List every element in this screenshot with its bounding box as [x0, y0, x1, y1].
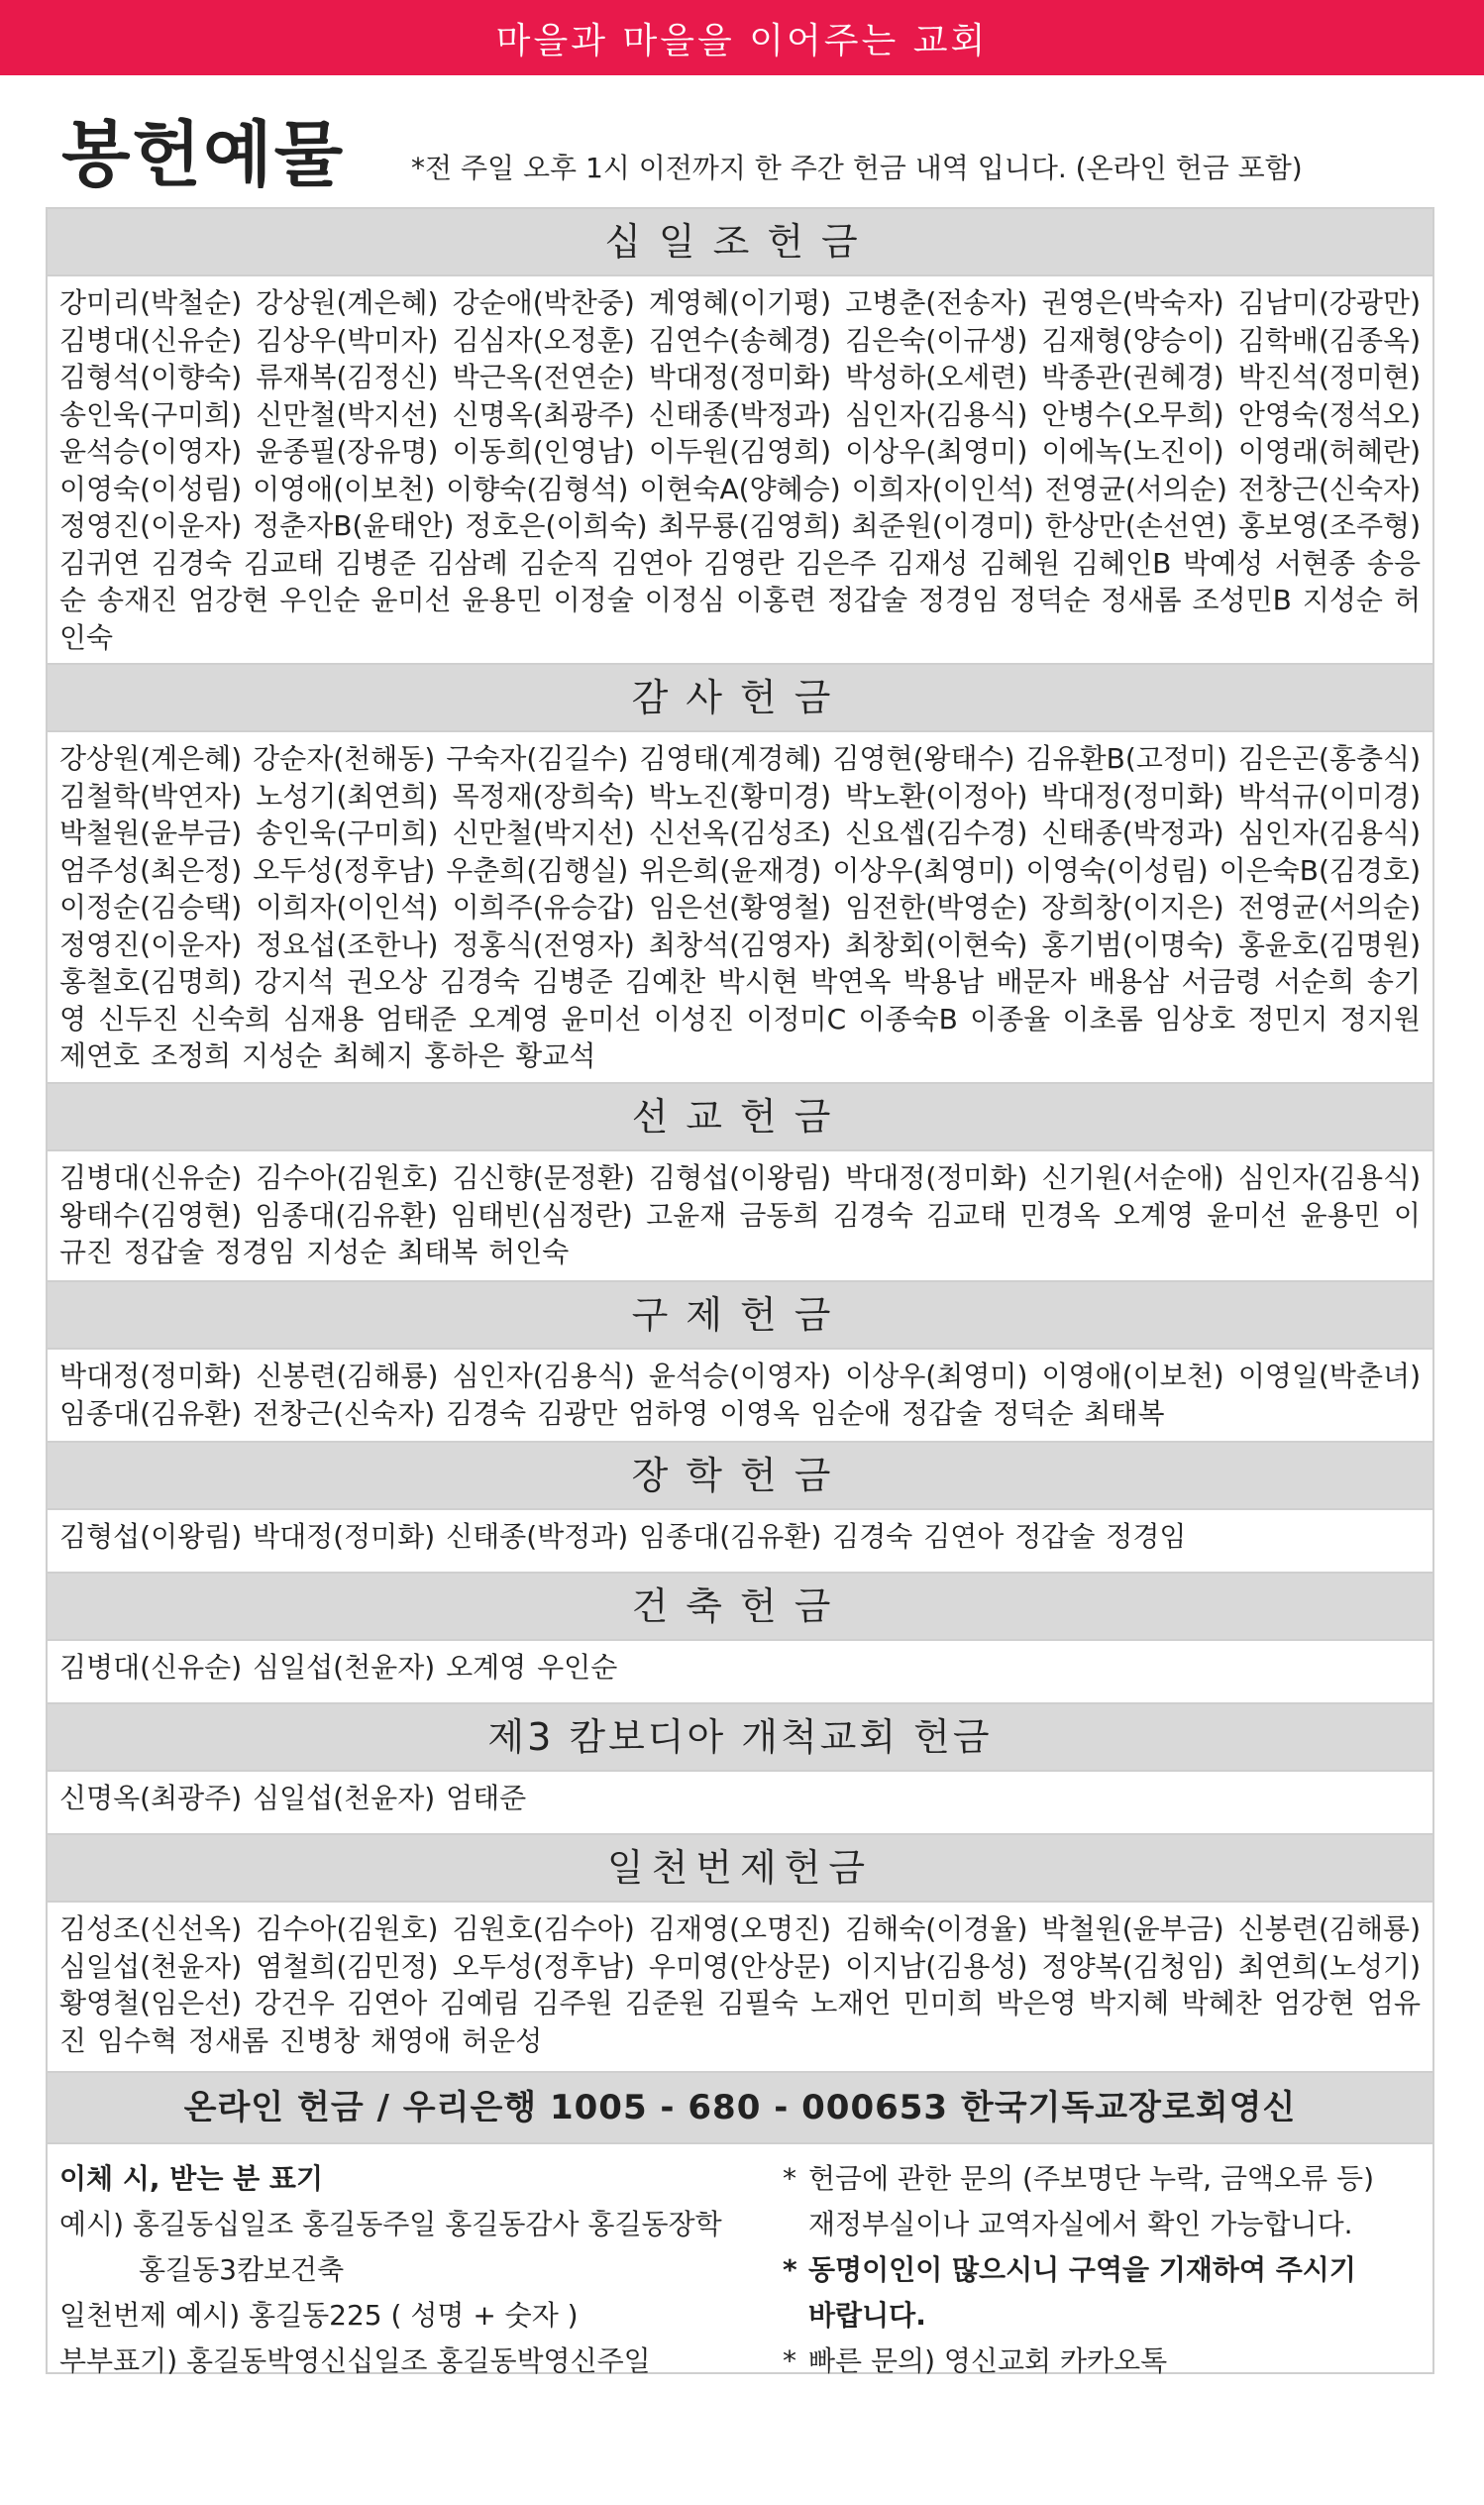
section-title: 제3 캄보디아 개척교회 헌금	[48, 1704, 1432, 1772]
transfer-example: 부부표기) 홍길동박영신십일조 홍길동박영신주일	[59, 2344, 651, 2377]
transfer-example: 일천번제 예시) 홍길동225 ( 성명 + 숫자 )	[59, 2299, 579, 2332]
inquiry-note	[783, 2156, 1417, 2202]
transfer-guide-heading: 이체 시, 받는 분 표기	[59, 2162, 324, 2195]
transfer-guide	[59, 2156, 812, 2384]
inquiry-notes	[783, 2156, 1417, 2384]
section-tithe	[48, 209, 1432, 665]
banner-text: 마을과 마을을 이어주는 교회	[495, 20, 989, 61]
page-title: 봉헌예물	[61, 113, 346, 196]
inquiry-note	[783, 2202, 1417, 2247]
inquiry-note-text: 바랍니다.	[808, 2299, 926, 2332]
section-names: 강상원(계은혜) 강순자(천해동) 구숙자(김길수) 김영태(계경혜) 김영현(왕태수) 김유환B(고정미) 김은곤(홍충식) 김철학(박연자) 노성기(최연희) 목정재(장희숙) 박노진(황미경) 박노환(이정아) 박대정(정미화) 박석규(이미경) 박철원(윤부금) 송인욱(구미희) 신만철(박지선) 신선옥(김성조) 신요셉(김수경) 신태종(박정과) 심인자(김용식) 엄주성(최은정) 오두성(정후남) 우춘희(김행실) 위은희(윤재경) 이상우(최영미) 이영숙(이성림) 이은숙B(김경호) 이정순(김승택) 이희자(이인석) 이희주(유승갑) 임은선(황영철) 임전한(박영순) 장희창(이지은) 전영균(서의순) 정영진(이운자) 정요섭(조한나) 정홍식(전영자) 최창석(김영자) 최창회(이현숙) 홍기범(이명숙) 홍윤호(김명원) 홍철호(김명희) 강지석 권오상 김경숙 김병준 김예찬 박시현 박연옥 박용남 배문자 배용삼 서금령 서순희 송기영 신두진 신숙희 심재용 엄태준 오계영 윤미선 이성진 이정미C 이종숙B 이종율 이초롬 임상호 정민지 정지원 제연호 조정희 지성순 최혜지 홍하은 황교석	[59, 742, 1421, 1072]
inquiry-note-text: 빠른 문의) 영신교회 카카오톡	[808, 2344, 1168, 2377]
inquiry-note-text: 재정부실이나 교역자실에서 확인 가능합니다.	[808, 2208, 1353, 2240]
section-cambodia	[48, 1704, 1432, 1835]
section-mission	[48, 1084, 1432, 1282]
asterisk-icon: *	[783, 2344, 796, 2377]
section-title: 구제헌금	[48, 1282, 1432, 1350]
section-title: 일천번제헌금	[48, 1835, 1432, 1903]
section-title: 감사헌금	[48, 665, 1432, 732]
inquiry-note-text: 동명이인이 많으시니 구역을 기재하여 주시기	[808, 2253, 1356, 2286]
section-names: 김병대(신유순) 김수아(김원호) 김신향(문정환) 김형섭(이왕림) 박대정(정미화) 신기원(서순애) 심인자(김용식) 왕태수(김영현) 임종대(김유환) 임태빈(심정란) 고윤재 금동희 김경숙 김교태 민경옥 오계영 윤미선 윤용민 이규진 정갑술 정경임 지성순 최태복 허인숙	[59, 1161, 1421, 1268]
section-title: 십일조헌금	[48, 209, 1432, 276]
section-title: 장학헌금	[48, 1443, 1432, 1510]
transfer-example: 예시) 홍길동십일조 홍길동주일 홍길동감사 홍길동장학	[59, 2208, 722, 2240]
online-offering-text: 온라인 헌금 / 우리은행 1005 - 680 - 000653 한국기독교장로회영신	[183, 2088, 1297, 2127]
section-relief	[48, 1282, 1432, 1443]
section-names: 김성조(신선옥) 김수아(김원호) 김원호(김수아) 김재영(오명진) 김해숙(이경율) 박철원(윤부금) 신봉련(김해룡) 심일섭(천윤자) 염철희(김민정) 오두성(정후남) 우미영(안상문) 이지남(김용성) 정양복(김청임) 최연희(노성기) 황영철(임은선) 강건우 김연아 김예림 김주원 김준원 김필숙 노재언 민미희 박은영 박지혜 박혜찬 엄강현 엄유진 임수혁 정새롬 진병창 채영애 허운성	[59, 1912, 1421, 2057]
section-thanks	[48, 665, 1432, 1084]
asterisk-icon: *	[783, 2162, 796, 2195]
online-offering-banner	[48, 2073, 1432, 2144]
page-header	[0, 75, 1484, 204]
transfer-example: 홍길동3캄보건축	[139, 2253, 345, 2286]
offerings-table	[46, 207, 1434, 2377]
section-building	[48, 1574, 1432, 1704]
section-scholarship	[48, 1443, 1432, 1574]
section-names: 박대정(정미화) 신봉련(김해룡) 심인자(김용식) 윤석승(이영자) 이상우(최영미) 이영애(이보천) 이영일(박춘녀) 임종대(김유환) 전창근(신숙자) 김경숙 김광만 엄하영 이영옥 임순애 정갑술 정덕순 최태복	[59, 1360, 1421, 1430]
inquiry-note	[783, 2293, 1417, 2339]
inquiry-note	[783, 2339, 1417, 2384]
inquiry-note-text: 헌금에 관한 문의 (주보명단 누락, 금액오류 등)	[808, 2162, 1375, 2195]
info-panel	[48, 2144, 1432, 2377]
top-banner	[0, 0, 1484, 75]
section-title: 선교헌금	[48, 1084, 1432, 1151]
section-names: 김형섭(이왕림) 박대정(정미화) 신태종(박정과) 임종대(김유환) 김경숙 김연아 정갑술 정경임	[59, 1520, 1187, 1553]
page-note: *전 주일 오후 1시 이전까지 한 주간 헌금 내역 입니다. (온라인 헌금 포함)	[411, 152, 1303, 184]
section-names: 김병대(신유순) 심일섭(천윤자) 오계영 우인순	[59, 1651, 618, 1684]
section-thousand-offering	[48, 1835, 1432, 2073]
asterisk-icon: *	[783, 2253, 797, 2286]
section-title: 건축헌금	[48, 1574, 1432, 1641]
section-names: 강미리(박철순) 강상원(계은혜) 강순애(박찬중) 계영혜(이기평) 고병춘(전송자) 권영은(박숙자) 김남미(강광만) 김병대(신유순) 김상우(박미자) 김심자(오정훈) 김연수(송혜경) 김은숙(이규생) 김재형(양승이) 김학배(김종옥) 김형석(이향숙) 류재복(김정신) 박근옥(전연순) 박대정(정미화) 박성하(오세련) 박종관(권혜경) 박진석(정미현) 송인욱(구미희) 신만철(박지선) 신명옥(최광주) 신태종(박정과) 심인자(김용식) 안병수(오무희) 안영숙(정석오) 윤석승(이영자) 윤종필(장유명) 이동희(인영남) 이두원(김영희) 이상우(최영미) 이에녹(노진이) 이영래(허혜란) 이영숙(이성림) 이영애(이보천) 이향숙(김형석) 이현숙A(양혜승) 이희자(이인석) 전영균(서의순) 전창근(신숙자) 정영진(이운자) 정춘자B(윤태안) 정호은(이희숙) 최무룡(김영희) 최준원(이경미) 한상만(손선연) 홍보영(조주형) 김귀연 김경숙 김교태 김병준 김삼례 김순직 김연아 김영란 김은주 김재성 김혜원 김혜인B 박예성 서현종 송응순 송재진 엄강현 우인순 윤미선 윤용민 이정술 이정심 이홍련 정갑술 정경임 정덕순 정새롬 조성민B 지성순 허인숙	[59, 286, 1421, 654]
section-names: 신명옥(최광주) 심일섭(천윤자) 엄태준	[59, 1782, 527, 1814]
inquiry-note	[783, 2247, 1417, 2293]
